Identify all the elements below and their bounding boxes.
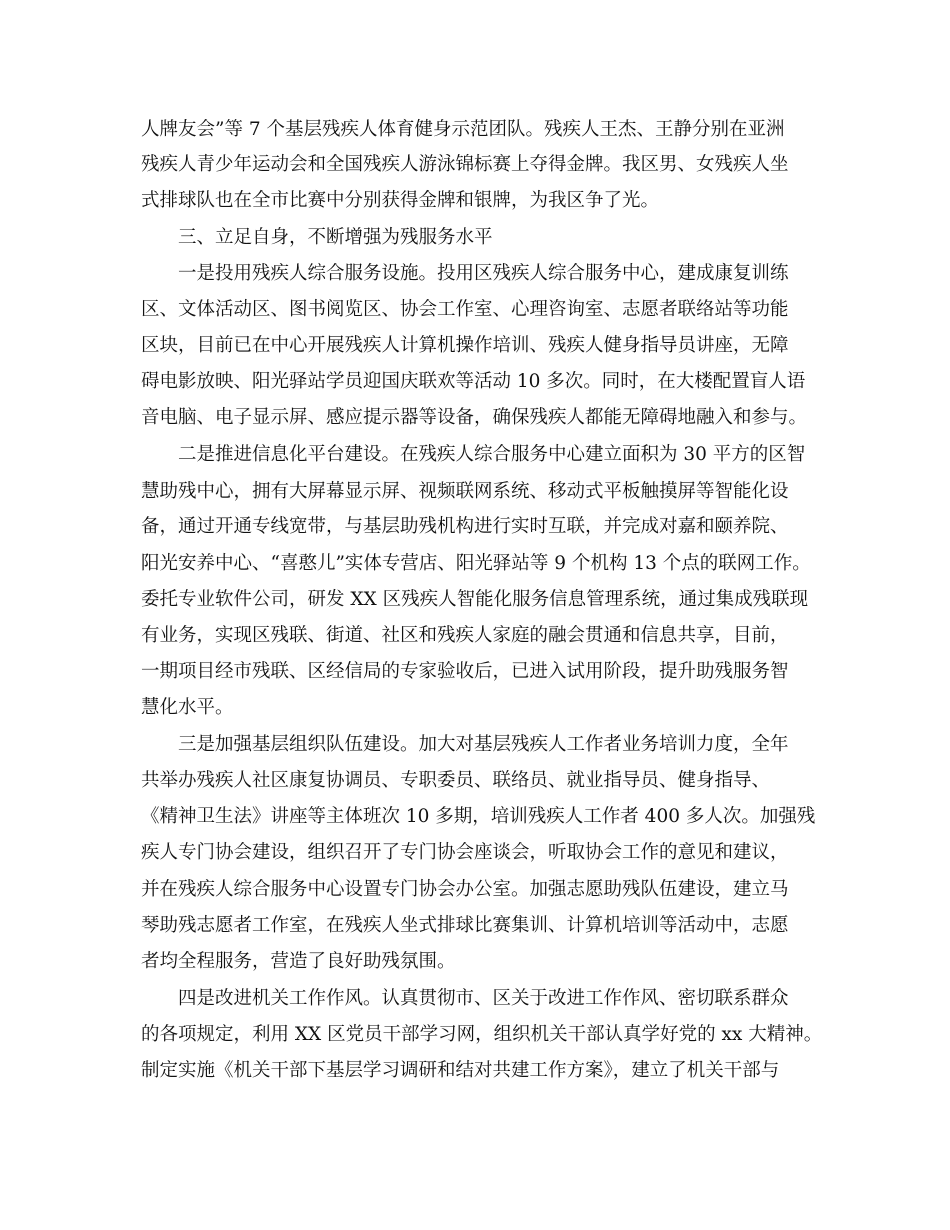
body-text-line: 四是改进机关工作作风。认真贯彻市、区关于改进工作作风、密切联系群众 (178, 988, 789, 1009)
body-text-line: 《精神卫生法》讲座等主体班次 10 多期，培训残疾人工作者 400 多人次。加强残 (141, 806, 816, 827)
body-text-line: 有业务，实现区残联、街道、社区和残疾人家庭的融会贯通和信息共享，目前， (141, 625, 789, 646)
body-text-line: 三是加强基层组织队伍建设。加大对基层残疾人工作者业务培训力度，全年 (178, 734, 789, 755)
body-text-line: 琴助残志愿者工作室，在残疾人坐式排球比赛集训、计算机培训等活动中，志愿 (141, 915, 789, 936)
body-text-line: 区块，目前已在中心开展残疾人计算机操作培训、残疾人健身指导员讲座，无障 (141, 335, 789, 356)
body-text-line: 备，通过开通专线宽带，与基层助残机构进行实时互联，并完成对嘉和颐养院、 (141, 516, 789, 537)
body-text-line: 二是推进信息化平台建设。在残疾人综合服务中心建立面积为 30 平方的区智 (178, 444, 806, 465)
section-heading: 三、立足自身，不断增强为残服务水平 (178, 227, 493, 248)
body-text-line: 制定实施《机关干部下基层学习调研和结对共建工作方案》，建立了机关干部与 (141, 1060, 780, 1081)
body-text-line: 一期项目经市残联、区经信局的专家验收后，已进入试用阶段，提升助残服务智 (141, 661, 789, 682)
body-text-line: 的各项规定，利用 XX 区党员干部学习网，组织机关干部认真学好党的 xx 大精神。 (141, 1024, 823, 1045)
body-text-line: 残疾人青少年运动会和全国残疾人游泳锦标赛上夺得金牌。我区男、女残疾人坐 (141, 154, 789, 175)
body-text-line: 慧化水平。 (141, 697, 234, 718)
body-text-line: 者均全程服务，营造了良好助残氛围。 (141, 951, 456, 972)
body-text-line: 碍电影放映、阳光驿站学员迎国庆联欢等活动 10 多次。同时，在大楼配置盲人语 (141, 371, 806, 392)
body-text-line: 式排球队也在全市比赛中分别获得金牌和银牌，为我区争了光。 (141, 190, 660, 211)
body-text-line: 共举办残疾人社区康复协调员、专职委员、联络员、就业指导员、健身指导、 (141, 770, 771, 791)
body-text-line: 疾人专门协会建设，组织召开了专门协会座谈会，听取协会工作的意见和建议， (141, 842, 789, 863)
body-text-line: 委托专业软件公司，研发 XX 区残疾人智能化服务信息管理系统，通过集成残联现 (141, 589, 809, 610)
body-text-line: 阳光安养中心、“喜憨儿”实体专营店、阳光驿站等 9 个机构 13 个点的联网工作。 (141, 553, 811, 574)
body-text-line: 并在残疾人综合服务中心设置专门协会办公室。加强志愿助残队伍建设，建立马 (141, 879, 789, 900)
body-text-line: 人牌友会”等 7 个基层残疾人体育健身示范团队。残疾人王杰、王静分别在亚洲 (141, 119, 785, 140)
body-text-line: 音电脑、电子显示屏、感应提示器等设备，确保残疾人都能无障碍地融入和参与。 (141, 407, 808, 428)
body-text-line: 一是投用残疾人综合服务设施。投用区残疾人综合服务中心，建成康复训练 (178, 263, 789, 284)
body-text-line: 慧助残中心，拥有大屏幕显示屏、视频联网系统、移动式平板触摸屏等智能化设 (141, 481, 789, 502)
body-text-line: 区、文体活动区、图书阅览区、协会工作室、心理咨询室、志愿者联络站等功能 (141, 299, 789, 320)
